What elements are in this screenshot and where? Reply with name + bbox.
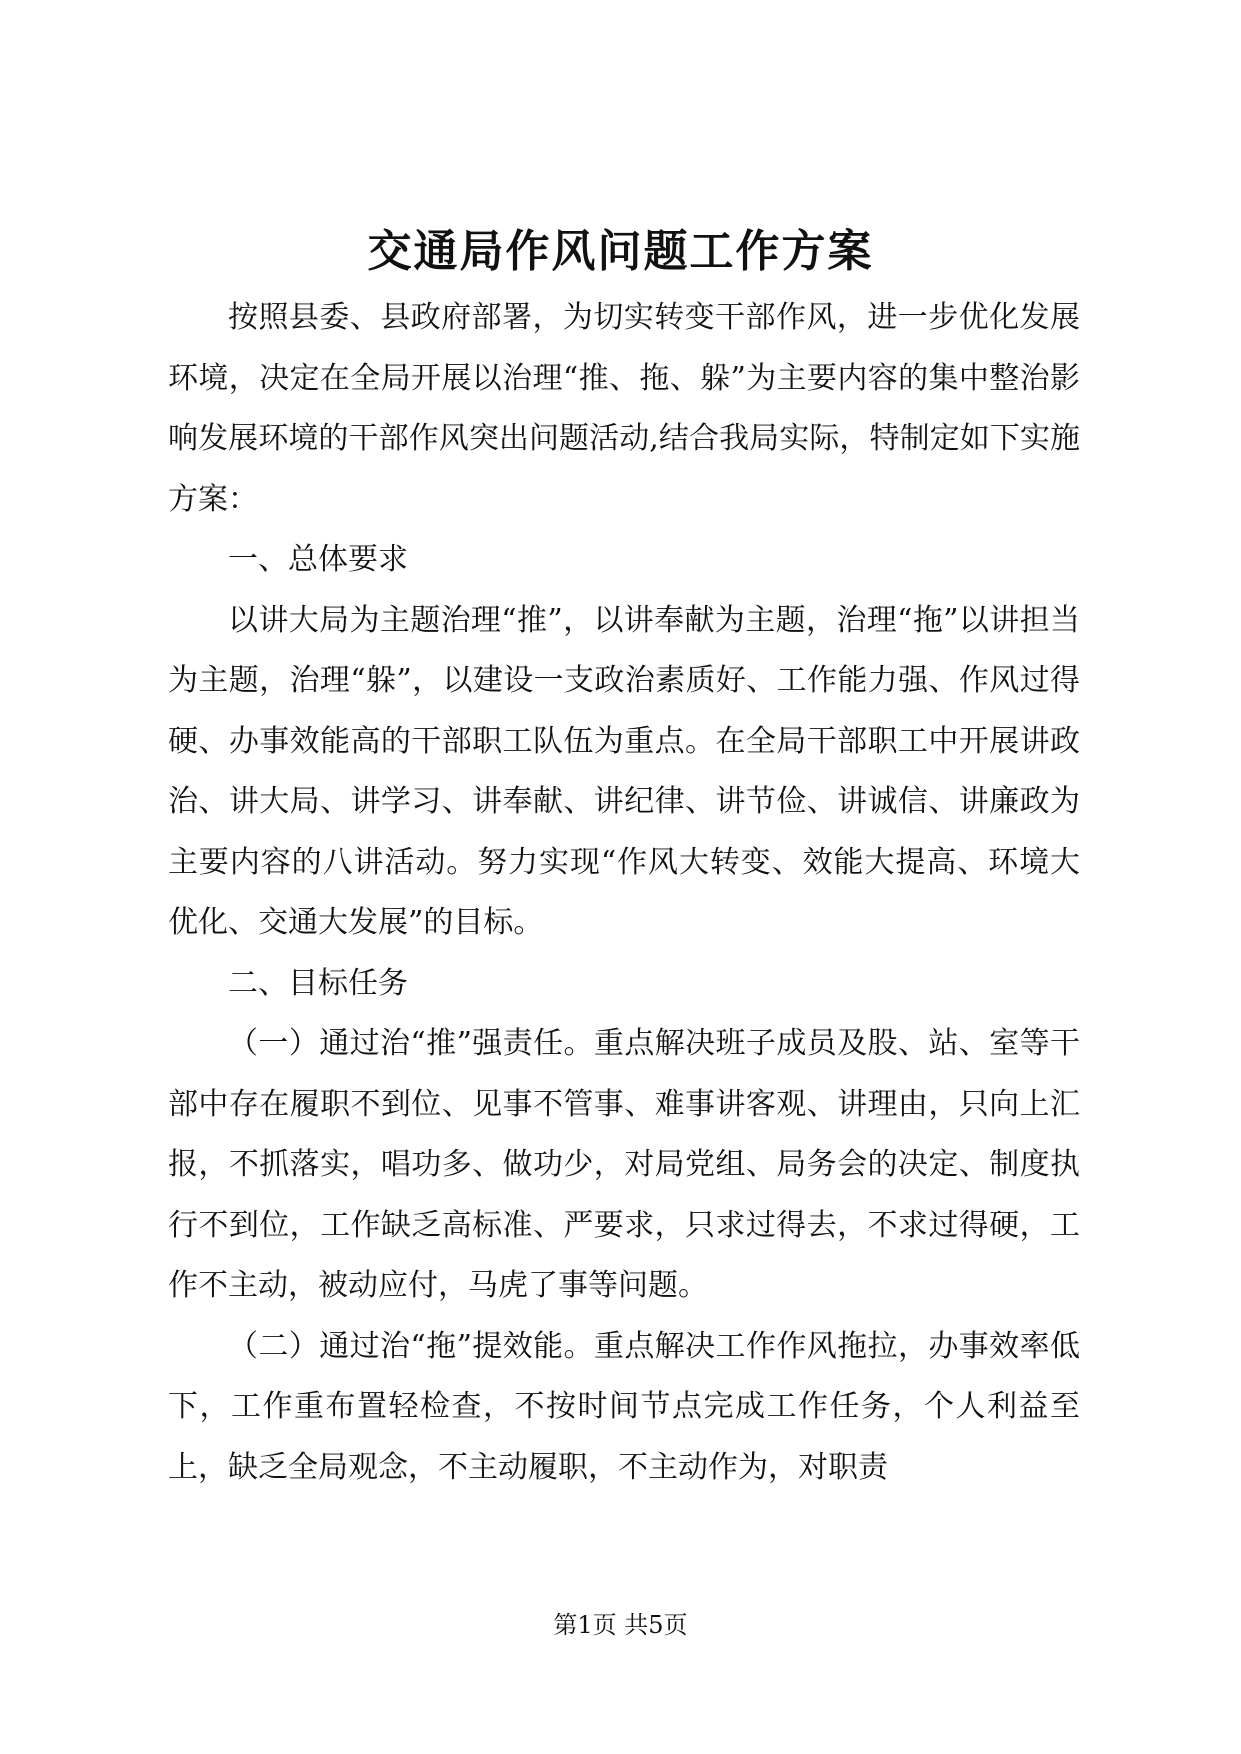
intro-paragraph: 按照县委、县政府部署，为切实转变干部作风，进一步优化发展环境，决定在全局开展以治理“推、拖、躲”为主要内容的集中整治影响发展环境的干部作风突出问题活动,结合我局实际，特制定如下实施方案： [168, 300, 1080, 517]
task-two-paragraph: （二）通过治“拖”提效能。重点解决工作作风拖拉，办事效率低下，工作重布置轻检查，不按时间节点完成工作任务，个人利益至上，缺乏全局观念，不主动履职，不主动作为，对职责 [168, 1328, 1080, 1485]
section-heading-goals-tasks: 二、目标任务 [228, 965, 408, 1001]
document-body [168, 288, 1080, 1498]
general-requirements-paragraph: 以讲大局为主题治理“推”，以讲奉献为主题，治理“拖”以讲担当为主题，治理“躲”，以建设一支政治素质好、工作能力强、作风过得硬、办事效能高的干部职工队伍为重点。在全局干部职工中开展讲政治、讲大局、讲学习、讲奉献、讲纪律、讲节俭、讲诚信、讲廉政为主要内容的八讲活动。努力实现“作风大转变、效能大提高、环境大优化、交通大发展”的目标。 [168, 602, 1080, 940]
task-one-paragraph: （一）通过治“推”强责任。重点解决班子成员及股、站、室等干部中存在履职不到位、见事不管事、难事讲客观、讲理由，只向上汇报，不抓落实，唱功多、做功少，对局党组、局务会的决定、制度执行不到位，工作缺乏高标准、严要求，只求过得去，不求过得硬，工作不主动，被动应付，马虎了事等问题。 [168, 1026, 1080, 1303]
page-number-footer: 第1页 共5页 [553, 1611, 688, 1639]
document-title: 交通局作风问题工作方案 [367, 226, 874, 277]
section-heading-general-requirements: 一、总体要求 [228, 542, 408, 577]
